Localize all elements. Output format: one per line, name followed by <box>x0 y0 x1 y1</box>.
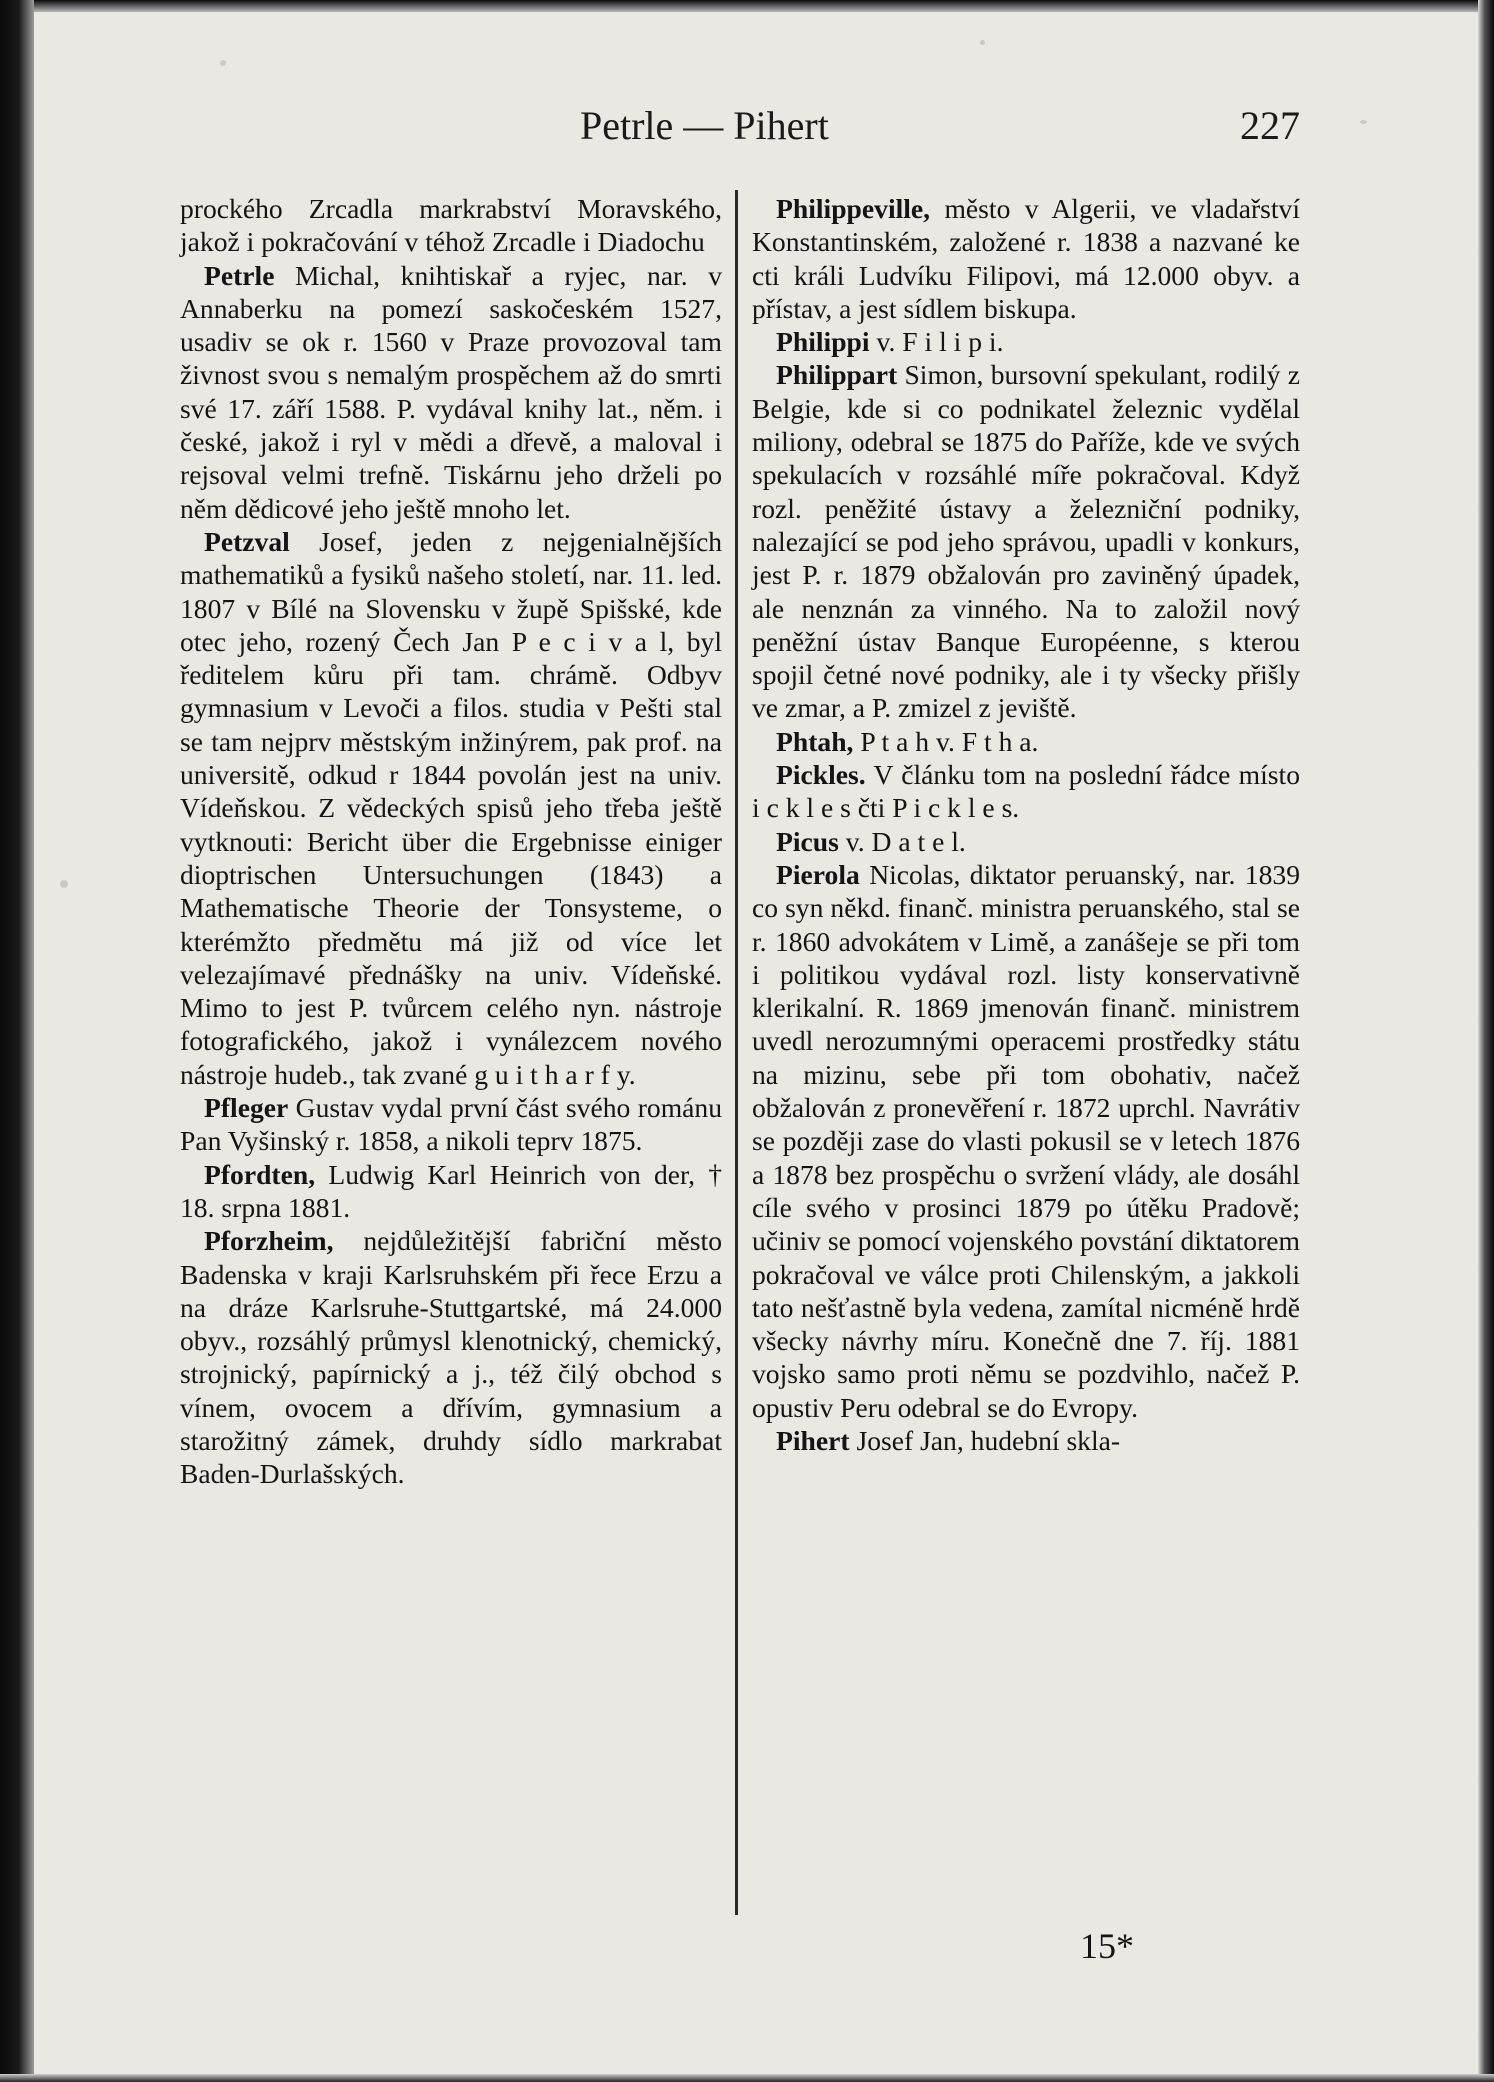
entry-headword: Pihert <box>776 1424 850 1456</box>
dictionary-entry <box>752 825 1300 858</box>
dictionary-entry <box>180 1224 722 1490</box>
header-title: Petrle — Pihert <box>580 103 829 148</box>
dictionary-entry <box>752 325 1300 358</box>
printer-signature: 15* <box>1080 1926 1134 1966</box>
paper-speck <box>60 880 68 888</box>
entry-text: Josef, jeden z nejgenialnějších mathematiků a fysiků našeho století, nar. 11. led. 1807 v Bílé na Slovensku v župě Spišské, kde otec jeho, rozený Čech Jan P e c i v a l, byl ředitelem kůru při tam. chrámě. Odbyv gymnasium v Levoči a filos. studia v Pešti stal se tam nejprv městským inžinýrem, pak prof. na universitě, odkud r 1844 povolán jest na univ. Vídeňskou. Z vědeckých spisů jeho třeba ještě vytknouti: Bericht über die Ergebnisse einiger dioptrischen Untersuchungen (1843) a Mathematische Theorie der Tonsysteme, o kterémžto předmětu má již od více let velezajímavé přednášky na univ. Vídeňské. Mimo to jest P. tvůrcem celého nyn. nástroje fotografického, jakož i vynálezcem nového nástroje hudeb., tak zvané g u i t h a r f y. <box>180 525 722 1090</box>
dictionary-entry <box>180 192 722 259</box>
entry-headword: Pickles. <box>776 759 866 791</box>
dictionary-entry <box>180 1158 722 1225</box>
entry-text: prockého Zrcadla markrabství Moravského, jakož i pokračování v téhož Zrcadle i Diadochu <box>180 193 722 258</box>
entry-headword: Philippi <box>776 326 870 358</box>
dictionary-entry <box>752 725 1300 758</box>
entry-headword: Philippart <box>776 359 898 391</box>
dictionary-entry <box>180 1091 722 1158</box>
entry-text: nejdůležitější fabriční město Badenska v kraji Karlsruhském při řece Erzu a na dráze Karlsruhe-Stuttgartské, má 24.000 obyv., rozsáhlý průmysl klenotnický, chemický, strojnický, papírnický a j., též čilý obchod s vínem, ovocem a dřívím, gymnasium a starožitný zámek, druhdy sídlo markrabat Baden-Durlašských. <box>180 1225 722 1490</box>
entry-text: Nicolas, diktator peruanský, nar. 1839 co syn někd. finanč. ministra peruanského, stal se r. 1860 advokátem v Limě, a zanášeje se při tom i politikou vydával rozl. listy konservativně klerikalní. R. 1869 jmenován finanč. ministrem uvedl nerozumnými operacemi prostředky státu na mizinu, sebe při tom obohativ, načež obžalován z pronevěření r. 1872 uprchl. Navrátiv se později zase do vlasti pokusil se v letech 1876 a 1878 bez prospěchu o svržení vlády, ale dosáhl cíle svého v prosinci 1879 po útěku Pradově; učiniv se pomocí vojenského povstání diktatorem pokračoval ve válce proti Chilenským, a jakkoli tato nešťastně byla vedena, zamítal nicméně hrdě všecky návrhy míru. Konečně dne 7. říj. 1881 vojsko samo proti němu se pozdvihlo, načež P. opustiv Peru odebral se do Evropy. <box>752 858 1300 1423</box>
entry-text: Ludwig Karl Heinrich von der, † 18. srpna 1881. <box>180 1158 722 1223</box>
scan-edge-left <box>0 0 34 2082</box>
entry-headword: Picus <box>776 825 839 857</box>
dictionary-entry <box>180 525 722 1091</box>
dictionary-entry <box>752 858 1300 1424</box>
entry-text: Michal, knihtiskař a ryjec, nar. v Annaberku na pomezí saskočeském 1527, usadiv se ok r. 1560 v Praze provozoval tam živnost svou s nemalým prospěchem až do smrti své 17. září 1588. P. vydával knihy lat., něm. i české, jakož i ryl v mědi a dřevě, a maloval i rejsoval velmi trefně. Tiskárnu jeho drželi po něm dědicové jeho ještě mnoho let. <box>180 259 722 524</box>
dictionary-entry <box>752 758 1300 825</box>
scan-edge-top <box>0 0 1494 12</box>
entry-text: Gustav vydal první část svého románu Pan Vyšinský r. 1858, a nikoli teprv 1875. <box>180 1092 722 1157</box>
entry-text: P t a h v. F t h a. <box>853 725 1039 757</box>
scan-edge-bottom <box>0 2074 1494 2082</box>
entry-text: Josef Jan, hudební skla- <box>849 1424 1121 1456</box>
entry-text: město v Algerii, ve vladařství Konstantinském, založené r. 1838 a nazvané ke cti králi Ludvíku Filipovi, má 12.000 obyv. a přístav, a jest sídlem biskupa. <box>752 193 1300 324</box>
dictionary-entry <box>752 192 1300 325</box>
entry-text: v. D a t e l. <box>838 825 966 857</box>
entry-text: Simon, bursovní spekulant, rodilý z Belgie, kde si co podnikatel železnic vydělal miliony, odebral se 1875 do Paříže, kde ve svých spekulacích v rozsáhlé míře pokračoval. Když rozl. peněžité ústavy a železniční podniky, nalezající se pod jeho správou, upadli v konkurs, jest P. r. 1879 obžalován pro zaviněný úpadek, ale nenznán za vinného. Na to založil nový peněžní ústav Banque Européenne, s kterou spojil četné nové podniky, ale i ty všecky přišly ve zmar, a P. zmizel z jeviště. <box>752 359 1300 724</box>
left-column <box>180 192 722 1491</box>
entry-headword: Pierola <box>776 858 860 890</box>
entry-text: V článku tom na poslední řádce místo i c k l e s čti P i c k l e s. <box>752 759 1300 824</box>
right-column <box>752 192 1300 1457</box>
dictionary-entry <box>180 259 722 525</box>
entry-headword: Petzval <box>204 525 290 557</box>
entry-headword: Philippeville, <box>776 193 931 224</box>
entry-headword: Petrle <box>204 259 275 291</box>
page-number: 227 <box>1240 103 1300 148</box>
paper-speck <box>220 60 226 66</box>
entry-headword: Pfleger <box>204 1092 289 1124</box>
entry-headword: Phtah, <box>776 725 854 757</box>
paper-speck <box>1360 120 1367 124</box>
entry-text: v. F i l i p i. <box>869 326 1004 358</box>
running-header <box>180 102 1300 152</box>
entry-headword: Pfordten, <box>204 1158 316 1190</box>
dictionary-entry <box>752 1424 1300 1457</box>
column-divider <box>735 190 738 1915</box>
paper-speck <box>980 40 985 45</box>
scan-edge-right <box>1478 0 1494 2082</box>
dictionary-entry <box>752 358 1300 724</box>
entry-headword: Pforzheim, <box>204 1225 334 1257</box>
